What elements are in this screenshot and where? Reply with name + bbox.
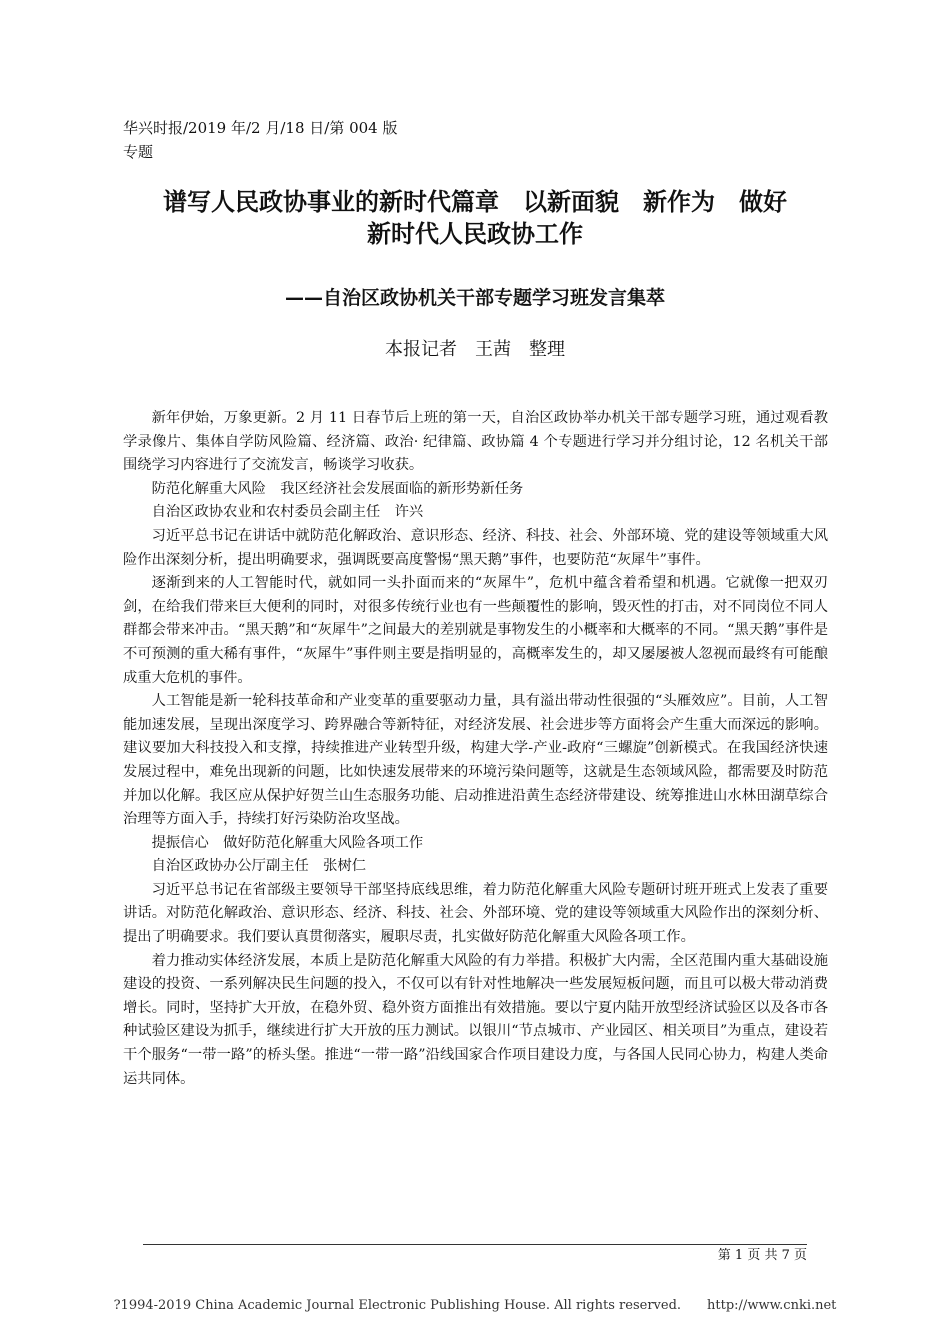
paragraph: 新年伊始，万象更新。2 月 11 日春节后上班的第一天，自治区政协举办机关干部专题学习班，通过观看教学录像片、集体自学防风险篇、经济篇、政治· 纪律篇、政协篇 4 个专题进行学习并分组讨论，12 名机关干部围绕学习内容进行了交流发言，畅谈学习收获。 [123,410,828,474]
page-number: 第 1 页 共 7 页 [717,1248,807,1263]
paragraph: 着力推动实体经济发展，本质上是防范化解重大风险的有力举措。积极扩大内需，全区范围内重大基础设施建设的投资、一系列解决民生问题的投入，不仅可以有针对性地解决一些发展短板问题，而且可以极大带动消费增长。同时，坚持扩大开放，在稳外贸、稳外资方面推出有效措施。要以宁夏内陆开放型经济试验区以及各市各种试验区建设为抓手，继续进行扩大开放的压力测试。以银川“节点城市、产业园区、相关项目”为重点，建设若干个服务“一带一路”的桥头堡。推进“一带一路”沿线国家合作项目建设力度，与各国人民同心协力，构建人类命运共同体。 [123,952,828,1087]
footer-divider [143,1244,807,1245]
byline: 本报记者 王茜 整理 [385,339,565,360]
title-line-1: 谱写人民政协事业的新时代篇章 以新面貌 新作为 做好 [163,188,787,216]
speaker-line: 自治区政协办公厅副主任 张树仁 [151,858,367,875]
section-heading: 提振信心 做好防范化解重大风险各项工作 [151,834,424,851]
article-body [123,407,828,1091]
section-label: 专题 [123,143,154,161]
paragraph: 习近平总书记在讲话中就防范化解政治、意识形态、经济、科技、社会、外部环境、党的建设等领域重大风险作出深刻分析，提出明确要求，强调既要高度警惕“黑天鹅”事件，也要防范“灰犀牛”事件。 [123,527,828,568]
article-subtitle: ——自治区政协机关干部专题学习班发言集萃 [284,287,665,309]
source-line: 华兴时报/2019 年/2 月/18 日/第 004 版 [123,119,398,137]
copyright-notice: ?1994-2019 China Academic Journal Electronic Publishing House. All rights reserved. http://www.cnki.net [113,1298,837,1313]
speaker-line: 自治区政协农业和农村委员会副主任 许兴 [151,504,424,521]
article-meta [123,116,398,164]
paragraph: 人工智能是新一轮科技革命和产业变革的重要驱动力量，具有溢出带动性很强的“头雁效应”。目前，人工智能加速发展，呈现出深度学习、跨界融合等新特征，对经济发展、社会进步等方面将会产生重大而深远的影响。建议要加大科技投入和支撑，持续推进产业转型升级，构建大学-产业-政府“三螺旋”创新模式。在我国经济快速发展过程中，难免出现新的问题，比如快速发展带来的环境污染问题等，这就是生态领域风险，都需要及时防范并加以化解。我区应从保护好贺兰山生态服务功能、启动推进沿黄生态经济带建设、统筹推进山水林田湖草综合治理等方面入手，持续打好污染防治攻坚战。 [123,693,828,828]
article-title [100,186,850,250]
section-heading: 防范化解重大风险 我区经济社会发展面临的新形势新任务 [151,480,524,497]
paragraph: 逐渐到来的人工智能时代，就如同一头扑面而来的“灰犀牛”，危机中蕴含着希望和机遇。它就像一把双刃剑，在给我们带来巨大便利的同时，对很多传统行业也有一些颠覆性的影响，毁灭性的打击，对不同岗位不同人群都会带来冲击。“黑天鹅”和“灰犀牛”之间最大的差别就是事物发生的小概率和大概率的不同。“黑天鹅”事件是不可预测的重大稀有事件，“灰犀牛”事件则主要是指明显的，高概率发生的，却又屡屡被人忽视而最终有可能酿成重大危机的事件。 [123,575,828,686]
title-line-2: 新时代人民政协工作 [367,220,583,248]
paragraph: 习近平总书记在省部级主要领导干部坚持底线思维，着力防范化解重大风险专题研讨班开班式上发表了重要讲话。对防范化解政治、意识形态、经济、科技、社会、外部环境、党的建设等领域重大风险作出的深刻分析、提出了明确要求。我们要认真贯彻落实，履职尽责，扎实做好防范化解重大风险各项工作。 [123,881,828,946]
